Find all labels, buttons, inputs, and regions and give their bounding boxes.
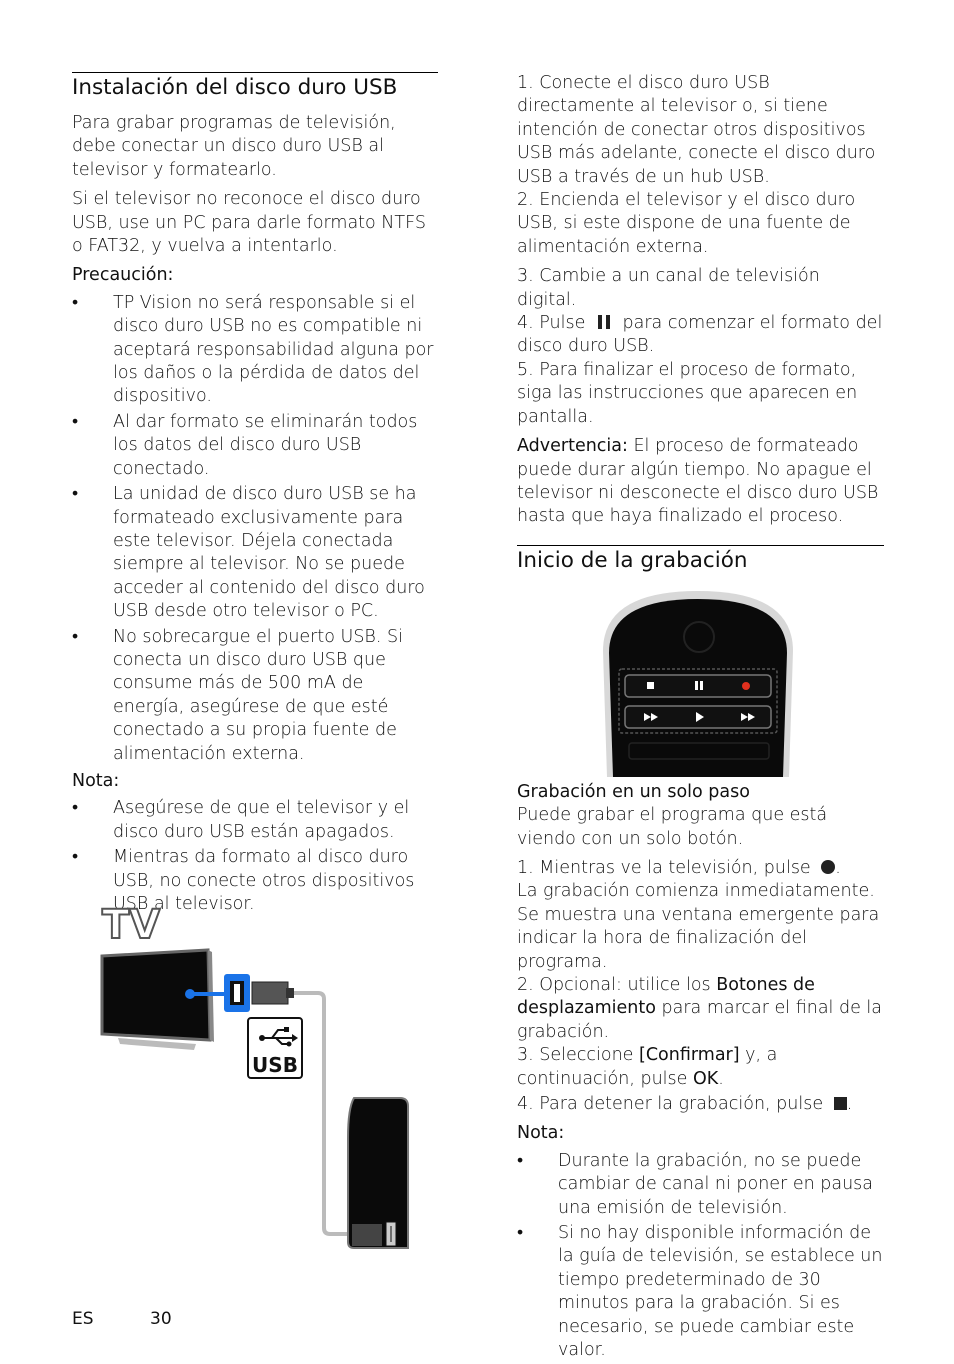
usb-text-label: USB bbox=[252, 1053, 298, 1077]
list-item: • Al dar formato se eliminarán todos los datos del disco duro USB conectado. bbox=[72, 411, 418, 479]
step-5: 5. Para finalizar el proceso de formato, siga las instrucciones que aparecen en pantalla. bbox=[517, 359, 858, 427]
footer-page-number: 30 bbox=[150, 1309, 172, 1329]
tv-label: TV bbox=[102, 902, 161, 948]
section-rule bbox=[517, 545, 884, 546]
step-2: 2. Encienda el televisor y el disco duro USB, si este dispone de una fuente de alimentación externa. bbox=[517, 190, 856, 257]
stop-button-icon bbox=[834, 1097, 847, 1110]
list-item: • Durante la grabación, no se puede cambiar de canal ni poner en pausa una emisión de televisión. bbox=[517, 1150, 873, 1218]
section-heading-usb-install: Instalación del disco duro USB bbox=[72, 75, 398, 100]
left-column bbox=[72, 72, 438, 918]
hard-disk-icon bbox=[348, 1098, 408, 1248]
pause-icon bbox=[597, 315, 611, 329]
note-label-right: Nota: bbox=[517, 1123, 565, 1144]
step-1: 1. Conecte el disco duro USB directamente al televisor o, si tiene intención de conectar otros dispositivos USB más adelante, conecte el disco duro USB a través de un hub USB. bbox=[517, 73, 876, 187]
record-step-4: 4. Para detener la grabación, pulse . bbox=[517, 1094, 853, 1114]
list-item: • Si no hay disponible información de la guía de televisión, se establece un tiempo predeterminado de 30 minutos para la grabación. Si es necesario, se puede cambiar este valor. bbox=[517, 1223, 883, 1361]
note-list-right bbox=[517, 1150, 884, 1363]
section-heading-recording: Inicio de la grabación bbox=[517, 547, 748, 573]
usb-connection-illustration bbox=[96, 898, 426, 1258]
remote-control-illustration bbox=[603, 591, 793, 777]
record-button-icon bbox=[821, 860, 835, 874]
format-paragraph: Si el televisor no reconoce el disco duro USB, use un PC para darle formato NTFS o FAT32, y vuelva a intentarlo. bbox=[72, 189, 426, 257]
step-3: 3. Cambie a un canal de televisión digital. bbox=[517, 266, 820, 310]
list-item: • No sobrecargue el puerto USB. Si conecta un disco duro USB que consume más de 500 mA de energía, asegúrese de que esté conectado a su propia fuente de alimentación externa. bbox=[72, 626, 403, 764]
warning-label: Advertencia: bbox=[517, 436, 628, 457]
footer-language: ES bbox=[72, 1309, 94, 1329]
record-step-3: 3. Seleccione [Confirmar] y, a continuación, pulse OK. bbox=[517, 1045, 778, 1089]
record-step-2: 2. Opcional: utilice los Botones de desplazamiento para marcar el final de la grabación. bbox=[517, 974, 882, 1042]
list-item: • Mientras da formato al disco duro USB, no conecte otros dispositivos USB al televisor. bbox=[72, 847, 415, 914]
subheading-one-step: Grabación en un solo paso bbox=[517, 781, 750, 802]
intro-paragraph: Para grabar programas de televisión, debe conectar un disco duro USB al televisor y formatearlo. bbox=[72, 113, 396, 180]
list-item: • Asegúrese de que el televisor y el disco duro USB están apagados. bbox=[72, 798, 410, 842]
step-4: 4. Pulse para comenzar el formato del disco duro USB. bbox=[517, 313, 883, 357]
list-item: • TP Vision no será responsable si el disco duro USB no es compatible ni aceptará responsabilidad alguna por los daños o la pérdida de datos del dispositivo. bbox=[72, 292, 434, 407]
section-rule bbox=[72, 72, 438, 73]
record-icon bbox=[742, 682, 750, 690]
tv-icon bbox=[102, 950, 214, 1050]
warning-paragraph: Advertencia: El proceso de formateado puede durar algún tiempo. No apague el televisor ni desconecte el disco duro USB hasta que haya finalizado el proceso. bbox=[517, 436, 879, 527]
record-step-1-detail: La grabación comienza inmediatamente. Se muestra una ventana emergente para indicar la hora de finalización del programa. bbox=[517, 881, 880, 972]
caution-label: Precaución: bbox=[72, 265, 174, 286]
stop-icon bbox=[647, 682, 654, 689]
right-column bbox=[517, 72, 884, 1364]
record-step-1: 1. Mientras ve la televisión, pulse . bbox=[517, 857, 841, 878]
note-label: Nota: bbox=[72, 770, 120, 791]
caution-list bbox=[72, 292, 438, 766]
list-item: • La unidad de disco duro USB se ha formateado exclusivamente para este televisor. Déjela conectada siempre al televisor. No se puede acceder al contenido del disco duro USB desde otro televisor o PC. bbox=[72, 484, 425, 622]
one-step-intro: Puede grabar el programa que está viendo con un solo botón. bbox=[517, 805, 828, 849]
